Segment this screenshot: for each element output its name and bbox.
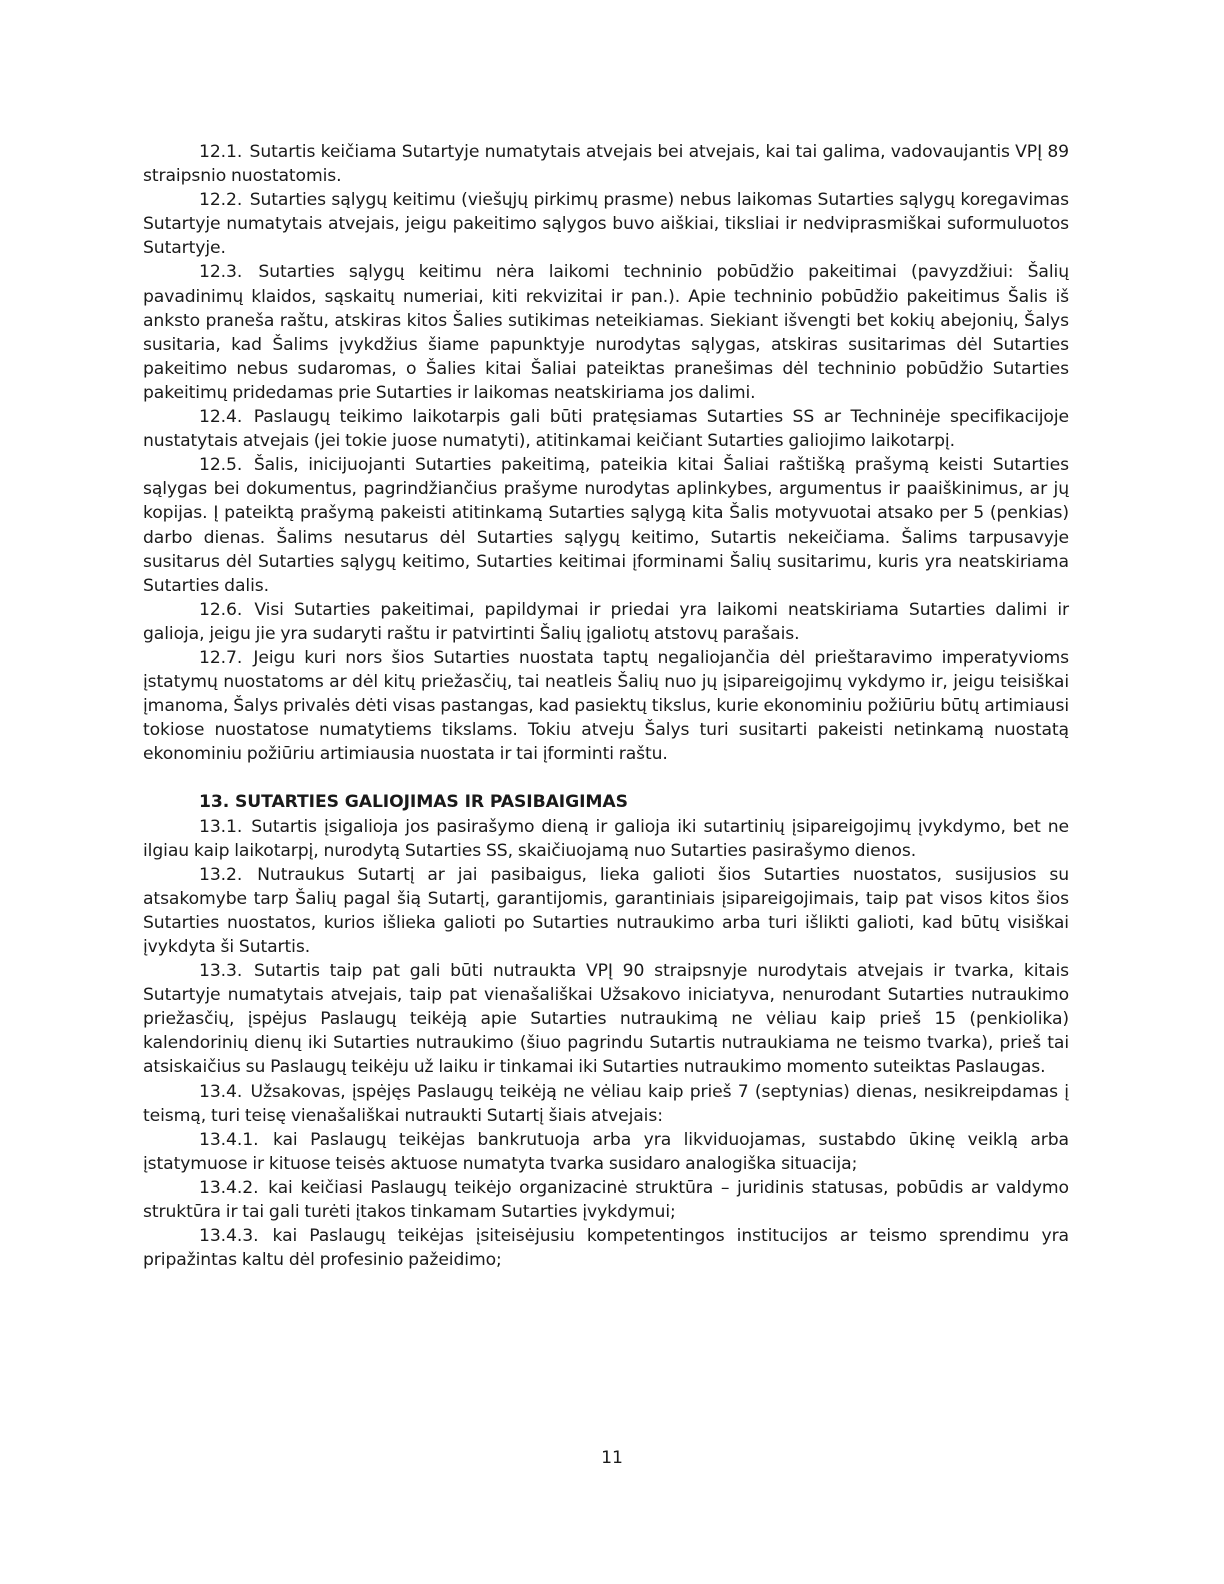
paragraph-13-4-2: 13.4.2. kai keičiasi Paslaugų teikėjo organizacinė struktūra – juridinis statusas, pobūdis ar valdymo struktūra ir tai gali turėti įtakos tinkamam Sutarties įvykdymui; <box>143 1177 1069 1223</box>
paragraph-12-3: 12.3. Sutarties sąlygų keitimu nėra laikomi techninio pobūdžio pakeitimai (pavyzdžiui: Šalių pavadinimų klaidos, sąskaitų numeriai, kiti rekvizitai ir pan.). Apie techninio pobūdžio pakeitimus Šalis iš anksto praneša raštu, atskiras kitos Šalies sutikimas neteikiamas. Siekiant išvengti bet kokių abejonių, Šalys susitaria, kad Šalims įvykdžius šiame papunktyje nurodytas sąlygas, atskiras susitarimas dėl Sutarties pakeitimo nebus sudaromas, o Šalies kitai Šaliai pateiktas pranešimas dėl techninio pobūdžio Sutarties pakeitimų pridedamas prie Sutarties ir laikomas neatskiriama jos dalimi. <box>143 262 1069 403</box>
section-12 <box>143 140 1069 766</box>
paragraph-12-2: 12.2. Sutarties sąlygų keitimu (viešųjų pirkimų prasme) nebus laikomas Sutarties sąlygų koregavimas Sutartyje numatytais atvejais, jeigu pakeitimo sąlygos buvo aiškiai, tiksliai ir nedviprasmiškai suformuluotos Sutartyje. <box>143 190 1069 259</box>
paragraph-13-4-1: 13.4.1. kai Paslaugų teikėjas bankrutuoja arba yra likviduojamas, sustabdo ūkinę veiklą arba įstatymuose ir kituose teisės aktuose numatyta tvarka susidaro analogiška situacija; <box>143 1129 1069 1174</box>
document-body <box>143 140 1069 1272</box>
paragraph-12-7: 12.7. Jeigu kuri nors šios Sutarties nuostata taptų negaliojančia dėl prieštaravimo imperatyvioms įstatymų nuostatoms ar dėl kitų priežasčių, tai neatleis Šalių nuo jų įsipareigojimų vykdymo ir, jeigu teisiškai įmanoma, Šalys privalės dėti visas pastangas, kad pasiektų tikslus, kurie ekonominiu požiūriu būtų artimiausi tokiose nuostatose numatytiems tikslams. Tokiu atveju Šalys turi susitarti pakeisti netinkamą nuostatą ekonominiu požiūriu artimiausia nuostata ir tai įforminti raštu. <box>143 647 1069 765</box>
paragraph-13-2: 13.2. Nutraukus Sutartį ar jai pasibaigus, lieka galioti šios Sutarties nuostatos, susijusios su atsakomybe tarp Šalių pagal šią Sutartį, garantijomis, garantiniais įsipareigojimais, taip pat visos kitos šios Sutarties nuostatos, kurios išlieka galioti po Sutarties nutraukimo arba turi išlikti galioti, kad būtų visiškai įvykdyta ši Sutartis. <box>143 864 1069 957</box>
paragraph-13-4: 13.4. Užsakovas, įspėjęs Paslaugų teikėją ne vėliau kaip prieš 7 (septynias) dienas, nesikreipdamas į teismą, turi teisę vienašališkai nutraukti Sutartį šiais atvejais: <box>143 1081 1069 1126</box>
paragraph-12-4: 12.4. Paslaugų teikimo laikotarpis gali būti pratęsiamas Sutarties SS ar Techninėje specifikacijoje nustatytais atvejais (jei tokie juose numatyti), atitinkamai keičiant Sutarties galiojimo laikotarpį. <box>143 407 1069 452</box>
paragraph-12-5: 12.5. Šalis, inicijuojanti Sutarties pakeitimą, pateikia kitai Šaliai raštišką prašymą keisti Sutarties sąlygas bei dokumentus, pagrindžiančius prašyme nurodytas aplinkybes, argumentus ir paaiškinimus, ar jų kopijas. Į pateiktą prašymą pakeisti atitinkamą Sutarties sąlygą kita Šalis motyvuotai atsako per 5 (penkias) darbo dienas. Šalims nesutarus dėl Sutarties sąlygų keitimo, Sutartis nekeičiama. Šalims tarpusavyje susitarus dėl Sutarties sąlygų keitimo, Sutarties keitimai įforminami Šalių susitarimu, kuris yra neatskiriama Sutarties dalis. <box>143 455 1069 596</box>
paragraph-12-1: 12.1. Sutartis keičiama Sutartyje numatytais atvejais bei atvejais, kai tai galima, vadovaujantis VPĮ 89 straipsnio nuostatomis. <box>143 142 1069 187</box>
section-13 <box>143 790 1069 1272</box>
paragraph-13-3: 13.3. Sutartis taip pat gali būti nutraukta VPĮ 90 straipsnyje nurodytais atvejais ir tvarka, kitais Sutartyje numatytais atvejais, taip pat vienašališkai Užsakovo iniciatyva, nenurodant Sutarties nutraukimo priežasčių, įspėjus Paslaugų teikėją apie Sutarties nutraukimą ne vėliau kaip prieš 15 (penkiolika) kalendorinių dienų iki Sutarties nutraukimo (šiuo pagrindu Sutartis nutraukiama ne teismo tvarka), prieš tai atsiskaičius su Paslaugų teikėju už laiku ir tinkamai iki Sutarties nutraukimo momento suteiktas Paslaugas. <box>143 961 1069 1078</box>
paragraph-13-4-3: 13.4.3. kai Paslaugų teikėjas įsiteisėjusiu kompetentingos institucijos ar teismo sprendimu yra pripažintas kaltu dėl profesinio pažeidimo; <box>143 1226 1069 1271</box>
section-spacer <box>143 766 1069 790</box>
paragraph-12-6: 12.6. Visi Sutarties pakeitimai, papildymai ir priedai yra laikomi neatskiriama Sutarties dalimi ir galioja, jeigu jie yra sudaryti raštu ir patvirtinti Šalių įgaliotų atstovų parašais. <box>143 599 1069 644</box>
paragraph-13-1: 13.1. Sutartis įsigalioja jos pasirašymo dieną ir galioja iki sutartinių įsipareigojimų įvykdymo, bet ne ilgiau kaip laikotarpį, nurodytą Sutarties SS, skaičiuojamą nuo Sutarties pasirašymo dienos. <box>143 816 1069 861</box>
page-number: 11 <box>601 1448 623 1468</box>
section-13-heading: 13. SUTARTIES GALIOJIMAS IR PASIBAIGIMAS <box>199 792 628 813</box>
